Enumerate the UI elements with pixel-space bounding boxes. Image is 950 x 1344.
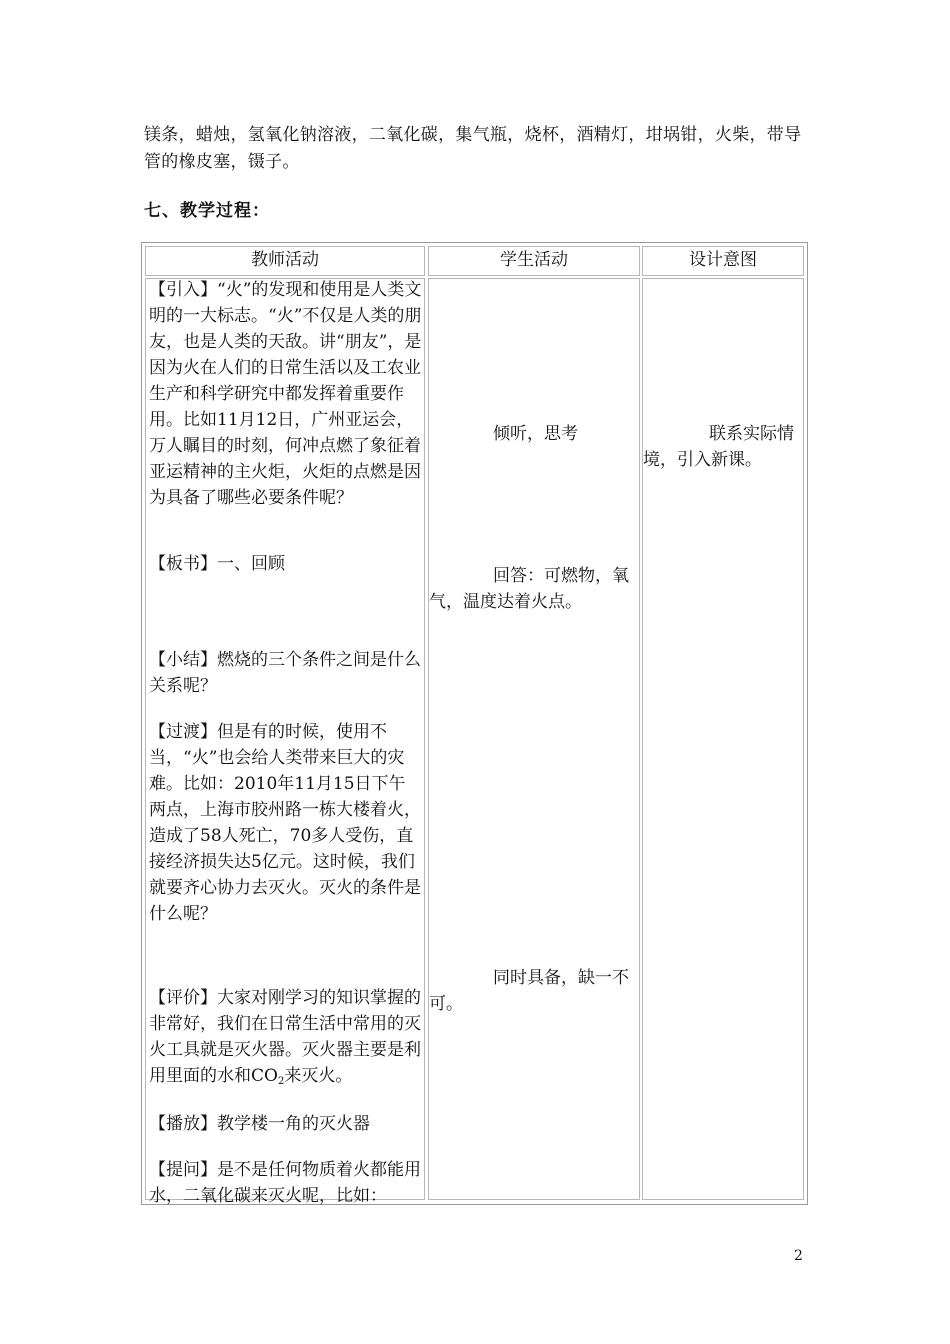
design-intent-cell <box>642 278 804 1200</box>
student-answer-line-1: 回答：可燃物，氧 <box>493 566 629 586</box>
student-listen: 倾听，思考 <box>493 424 578 444</box>
student-answer2-line-2: 可。 <box>429 994 463 1014</box>
header-teacher-activity: 教师活动 <box>145 246 425 276</box>
intent-line-1: 联系实际情 <box>709 424 794 444</box>
header-student-activity: 学生活动 <box>428 246 640 276</box>
teacher-transition: 【过渡】但是有的时候，使用不当，“火”也会给人类带来巨大的灾难。比如：2010年11月15日下午两点，上海市胶州路一栋大楼着火，造成了58人死亡，70多人受伤，直接经济损失达5亿元。这时候，我们就要齐心协力去灭火。灭火的条件是什么呢？ <box>149 722 421 924</box>
page-number: 2 <box>794 1248 803 1264</box>
teacher-evaluate: 【评价】大家对刚学习的知识掌握的非常好，我们在日常生活中常用的灭火工具就是灭火器。灭火器主要是利用里面的水和$CO_2$来灭火。 <box>149 988 421 1087</box>
materials-list <box>144 122 812 176</box>
teacher-activity-cell <box>145 278 425 1206</box>
teacher-question: 【提问】是不是任何物质着火都能用水，二氧化碳来灭火呢，比如： <box>149 1160 421 1206</box>
section-title: 七、教学过程： <box>144 201 270 221</box>
header-design-intent: 设计意图 <box>642 246 804 276</box>
teaching-process-table <box>141 242 808 1205</box>
teacher-summary: 【小结】燃烧的三个条件之间是什么关系呢？ <box>149 650 421 696</box>
teacher-board: 【板书】一、回顾 <box>149 554 285 574</box>
student-answer2-line-1: 同时具备，缺一不 <box>493 968 629 988</box>
materials-line-2: 管的橡皮塞，镊子。 <box>144 152 300 172</box>
intent-line-2: 境，引入新课。 <box>643 450 762 470</box>
subscript-2: 2 <box>277 1076 285 1087</box>
student-answer-line-2: 气，温度达着火点。 <box>429 592 582 612</box>
teacher-intro: 【引入】“火”的发现和使用是人类文明的一大标志。“火”不仅是人类的朋友，也是人类的天敌。讲“朋友”，是因为火在人们的日常生活以及工农业生产和科学研究中都发挥着重要作用。比如11月12日，广州亚运会，万人瞩目的时刻，何冲点燃了象征着亚运精神的主火炬，火炬的点燃是因为具备了哪些必要条件呢？ <box>149 280 422 508</box>
materials-line-1: 镁条，蜡烛，氢氧化钠溶液，二氧化碳，集气瓶，烧杯，酒精灯，坩埚钳，火柴，带导 <box>144 125 802 145</box>
student-activity-cell <box>428 278 640 1200</box>
teacher-play: 【播放】教学楼一角的灭火器 <box>149 1114 370 1134</box>
